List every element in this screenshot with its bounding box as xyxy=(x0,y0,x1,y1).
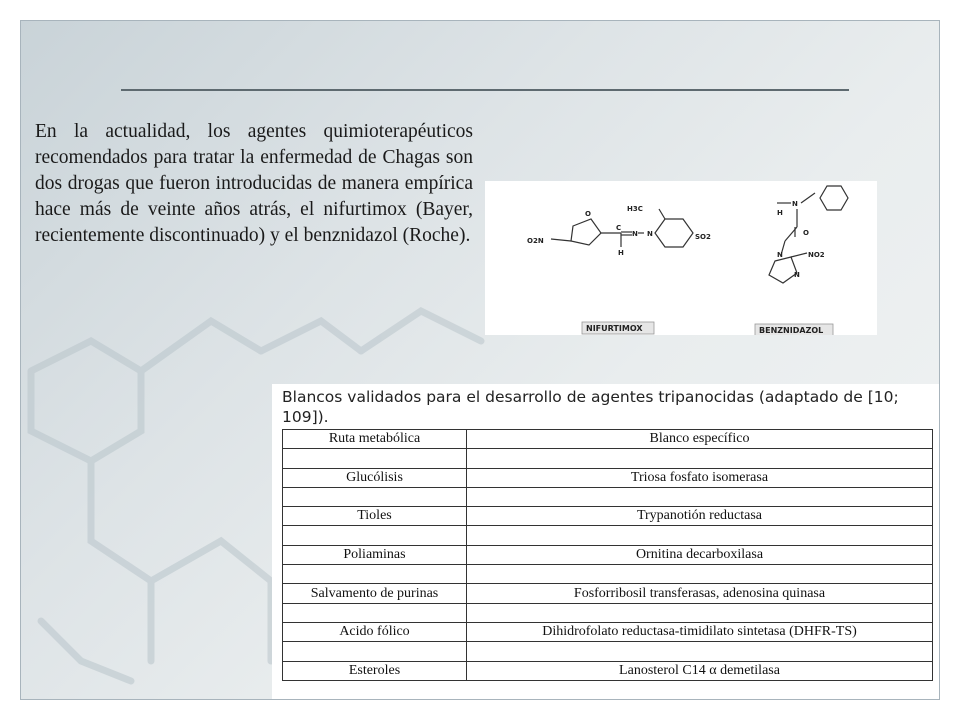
atom-label: H3C xyxy=(627,205,643,213)
targets-table xyxy=(282,429,933,681)
spacer-row xyxy=(283,487,933,506)
target-cell: Lanosterol C14 α demetilasa xyxy=(467,661,933,680)
pathway-cell: Poliaminas xyxy=(283,545,467,564)
atom-label: N xyxy=(794,271,800,279)
atom-label: N xyxy=(777,251,783,259)
benznidazol-label: BENZNIDAZOL xyxy=(759,326,824,335)
structures-drawing xyxy=(485,181,877,335)
furan-ring xyxy=(571,219,601,245)
table-header-row xyxy=(283,430,933,449)
thiomorpholine-ring xyxy=(655,219,693,247)
table-row xyxy=(283,622,933,641)
benzene-ring xyxy=(820,186,848,210)
atom-label: N xyxy=(632,230,638,238)
header-cell: Ruta metabólica xyxy=(283,430,467,449)
atom-label: O xyxy=(803,229,809,237)
table-caption: Blancos validados para el desarrollo de agentes tripanocidas (adaptado de [10; 109]). xyxy=(282,388,899,426)
target-cell: Dihidrofolato reductasa-timidilato sintetasa (DHFR-TS) xyxy=(467,622,933,641)
table-row xyxy=(283,661,933,680)
slide xyxy=(20,20,940,700)
target-cell: Ornitina decarboxilasa xyxy=(467,545,933,564)
atom-label: O2N xyxy=(527,237,544,245)
table-row xyxy=(283,545,933,564)
atom-label: H xyxy=(777,209,783,217)
atom-label: O xyxy=(585,210,591,218)
title-underline xyxy=(121,89,849,91)
table-row xyxy=(283,584,933,603)
spacer-row xyxy=(283,642,933,661)
table-row xyxy=(283,468,933,487)
spacer-row xyxy=(283,603,933,622)
atom-label: C xyxy=(616,224,622,232)
atom-label: N xyxy=(647,230,653,238)
target-cell: Trypanotión reductasa xyxy=(467,507,933,526)
pathway-cell: Glucólisis xyxy=(283,468,467,487)
body-paragraph: En la actualidad, los agentes quimioterapéuticos recomendados para tratar la enfermedad de Chagas son dos drogas que fueron introducidas de manera empírica hace más de veinte años atrás, el nifurtimox (Bayer, recientemente discontinuado) y el benznidazol (Roche). xyxy=(35,121,473,246)
atom-label: SO2 xyxy=(695,233,711,241)
atom-label: N xyxy=(792,200,798,208)
atom-label: H xyxy=(618,249,624,257)
table-row xyxy=(283,507,933,526)
targets-table-image xyxy=(272,384,940,700)
nifurtimox-label: NIFURTIMOX xyxy=(586,324,643,333)
pathway-cell: Acido fólico xyxy=(283,622,467,641)
chemical-structures-image xyxy=(485,181,877,335)
header-cell: Blanco específico xyxy=(467,430,933,449)
spacer-row xyxy=(283,526,933,545)
target-cell: Triosa fosfato isomerasa xyxy=(467,468,933,487)
pathway-cell: Tioles xyxy=(283,507,467,526)
spacer-row xyxy=(283,565,933,584)
imidazole-ring xyxy=(769,257,797,283)
pathway-cell: Esteroles xyxy=(283,661,467,680)
atom-label: NO2 xyxy=(808,251,825,259)
spacer-row xyxy=(283,449,933,468)
target-cell: Fosforribosil transferasas, adenosina quinasa xyxy=(467,584,933,603)
pathway-cell: Salvamento de purinas xyxy=(283,584,467,603)
